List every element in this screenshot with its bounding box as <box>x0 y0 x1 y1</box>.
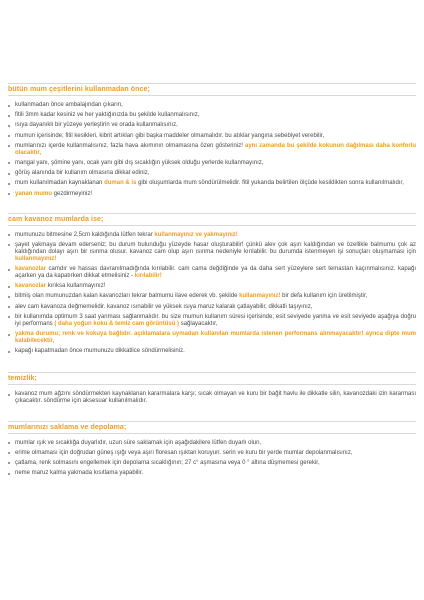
list-item <box>8 283 416 290</box>
item-highlight: kullanmayınız ve yakmayınız! <box>154 231 238 238</box>
item-highlight: yakma durumu; renk ve kokuya bağlıdır. açıklamalara uymadan kullanılan mumlarda istenen performans alınmayacaktır! ayrıca dipte mum kalabilecektir, <box>15 331 416 344</box>
list-item <box>8 143 416 157</box>
item-text: kapağı kapatmadan önce mumunuzu dikkatlice söndürmelisiniz. <box>15 348 185 355</box>
list-item <box>8 180 416 187</box>
item-text: bitmiş olan mumunuzdan kalan kavanozları tekrar balmumu ilave ederek vb. şekilde <box>15 293 240 300</box>
section-general <box>8 83 416 198</box>
section-heading: temizlik; <box>8 372 416 385</box>
instruction-list <box>8 232 416 356</box>
item-text: çatlama, renk solmasını engellemek için depolama sıcaklığının; 27 c° aşmasına veya 0 ° altına düşmemesi gerekir, <box>15 459 320 466</box>
item-text: alev cam kavanoza değmemelidir. kavanoz ısınabilir ve yüksek ısıya maruz kalarak çatlayabilir, dikkatli taşıyınız, <box>15 303 313 310</box>
item-text: şayet yakmaya devam ederseniz; bu durum bulunduğu yüzeyde hasar oluşturabilir! çünkü alev çok aşırı kaldığından ve özellikle balmumu çok az kaldığından dolayı aşırı bir ısınma olusur. kavanoz cam olup aşırı ısınma nedeniyle kırılabilir. bu durumda istenmeyen işi sonuçları oluşmaması için <box>15 241 416 255</box>
section-cleaning <box>8 372 416 405</box>
list-item <box>8 160 416 167</box>
list-item <box>8 170 416 177</box>
item-highlight: ( daha yoğun koku & temiz cam görüntüsü ) <box>54 320 180 327</box>
item-text: mangal yanı, şömine yanı, ocak yanı gibi dış sıcaklığın yüksek olduğu yerlerde kullanmayınız, <box>15 159 264 166</box>
item-text: mum kullanılmadan kaynaklanan <box>15 180 105 187</box>
item-text: mumlar ışık ve sıcaklığa duyarlıdır, uzun süre saklamak için aşağıdakilere lütfen duyarlı olun, <box>15 439 262 446</box>
list-item <box>8 102 416 109</box>
list-item <box>8 470 416 477</box>
list-item <box>8 348 416 355</box>
item-text: kırıksa kullanmayınız! <box>46 283 106 290</box>
item-highlight: aynı zamanda bu şekilde kokunun dağılması daha konforlu olacaktır, <box>15 142 416 156</box>
list-item <box>8 112 416 119</box>
section-heading: bütün mum çeşitlerini kullanmadan önce; <box>8 83 416 96</box>
list-item <box>8 304 416 311</box>
list-item <box>8 242 416 263</box>
list-item <box>8 391 416 405</box>
section-heading: cam kavanoz mumlarda ise; <box>8 213 416 226</box>
item-text: gezdirmeyiniz! <box>52 190 93 197</box>
list-item <box>8 440 416 447</box>
item-text: mumun içerisinde; fitil kesikleri, kibrit artıkları gibi başka maddeler olmamalıdır. bu atıklar yangına sebebiyet verebilir, <box>15 132 325 139</box>
instruction-list <box>8 102 416 198</box>
item-text: kullanmadan önce ambalajından çıkarın, <box>15 102 123 108</box>
item-text: bir defa kullanım için üretilmiştir, <box>280 293 368 300</box>
list-item <box>8 266 416 280</box>
item-text: neme maruz kalma yakmada kısıtlama yapabilir. <box>15 470 144 477</box>
list-item <box>8 232 416 239</box>
item-text: mumunuzu bitmesine 2,5cm kaldığında lütfen tekrar <box>15 231 155 238</box>
list-item <box>8 122 416 129</box>
item-highlight: yanan mumu <box>15 190 53 197</box>
item-text: mumlarınızı içerde kullanmalısınız. fazla hava akımının olmamasına özen gösteriniz! <box>15 142 245 149</box>
item-text: bir kullanımda optimum 3 saat yanması sağlanmalıdır. bu size mumun kullanım süresi içerisinde; esit seviyede yanma ve esit seviyede aşağıya doğru iyi performans <box>15 313 416 327</box>
item-highlight: kırılabilir! <box>134 273 162 280</box>
list-item <box>8 331 416 345</box>
item-text: erime olmaması için doğrudan güneş ışığı veya aşırı floresan ışıktan koruyun. serin ve kuru bir yerde mumlar depolanmalısınız, <box>15 449 353 456</box>
item-highlight: kavanozlar <box>15 266 47 273</box>
item-highlight: kullanmayınız! <box>15 255 57 262</box>
section-glass-jar <box>8 213 416 356</box>
item-text: gibi oluşumlarda mum söndürülmelidir. fitil yukarıda belirtilen ölçüde kesildikten sonra kullanılmalıdır, <box>136 180 404 187</box>
list-item <box>8 460 416 467</box>
list-item <box>8 450 416 457</box>
list-item <box>8 133 416 140</box>
instruction-list <box>8 440 416 478</box>
item-highlight: kullanmayınız! <box>239 293 281 300</box>
item-text: görüş alanında bir kullanım olmasına dikkat ediniz, <box>15 170 150 177</box>
list-item <box>8 293 416 300</box>
item-highlight: kavanozlar <box>15 283 47 290</box>
section-heading: mumlarınızı saklama ve depolama; <box>8 421 416 434</box>
list-item <box>8 191 416 198</box>
item-text: sağlayacaktır, <box>179 320 218 327</box>
item-text: kavanoz mum ağzını söndürmekten kaynaklanan kararmalara karşı; sıcak olmayan ve kuru bir bağit havlu ile dikkatle silin, kavanozdaki izin kararması çıkacaktır. söndürme için aksesuar kullanılmalıdır. <box>15 391 416 405</box>
item-text: ısıya dayanıklı bir yüzeye yerleştirin ve orada kullanmalısınız, <box>15 122 178 129</box>
list-item <box>8 314 416 328</box>
item-text: fitili 3mm kadar kesiniz ve her yaktığınızda bu şekilde kullanmalısınız, <box>15 112 200 119</box>
item-highlight: duman & is <box>104 180 137 187</box>
item-text: camdır ve hassas davranılmadığında kırılabilir. cam cama değdiğinde ya da daha sert yüzeylere sert temastan kaçınmalısınız. kapağı açarken ya da kapatırken dikkat etmelisiniz - <box>15 266 416 280</box>
instruction-list <box>8 391 416 405</box>
section-storage <box>8 421 416 478</box>
